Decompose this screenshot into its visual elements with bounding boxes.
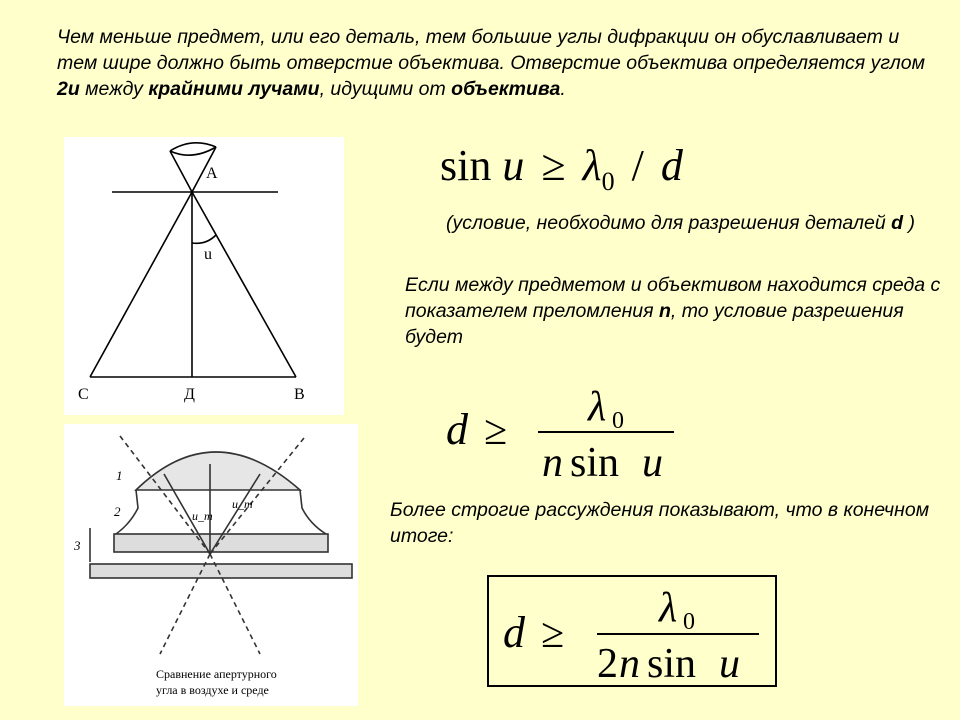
formula3-n: n bbox=[619, 641, 640, 685]
medium-text bbox=[405, 272, 945, 350]
formula3-two: 2 bbox=[597, 641, 618, 685]
caption-line-2: угла в воздухе и среде bbox=[156, 683, 269, 697]
intro-text-4: . bbox=[560, 78, 566, 100]
formula3-u: u bbox=[719, 641, 740, 685]
intro-text-2: между bbox=[79, 78, 149, 100]
label-um-2: u_m bbox=[232, 497, 253, 511]
formula1-d: d bbox=[660, 141, 683, 190]
formula3-ge: ≥ bbox=[541, 611, 565, 657]
label-um-1: u_m bbox=[192, 509, 213, 523]
medium-text-2: , то условие разрешения будет bbox=[405, 300, 904, 348]
formula2-n: n bbox=[542, 440, 563, 483]
formula-sin-u bbox=[440, 140, 683, 197]
extreme-ray-left bbox=[90, 192, 192, 377]
formula3-d: d bbox=[503, 608, 525, 657]
formula1-sub: 0 bbox=[601, 166, 615, 196]
angle-arc bbox=[192, 235, 216, 243]
condition-bold-d: d bbox=[891, 212, 904, 234]
intro-bold-extreme-rays: крайними лучами bbox=[148, 78, 320, 100]
lens-ray-left bbox=[170, 151, 192, 192]
slide-glass bbox=[90, 564, 352, 578]
caption-line-1: Сравнение апертурного bbox=[156, 667, 277, 681]
label-b: B bbox=[294, 386, 305, 403]
formula2-sub: 0 bbox=[612, 408, 624, 434]
formula1-slash: / bbox=[631, 141, 644, 190]
intro-paragraph bbox=[57, 24, 937, 102]
label-3: 3 bbox=[74, 538, 81, 553]
condition-end: ) bbox=[903, 212, 915, 234]
formula3-svg bbox=[489, 577, 775, 685]
formula2-lambda: λ bbox=[588, 384, 607, 430]
formula-d-fraction bbox=[440, 378, 700, 483]
formula2-ge: ≥ bbox=[484, 408, 508, 454]
immersion-diagram bbox=[64, 424, 358, 706]
label-c: C bbox=[78, 386, 89, 403]
aperture-diagram bbox=[64, 137, 344, 415]
formula3-sub: 0 bbox=[683, 609, 695, 635]
intro-text-3: , идущими от bbox=[319, 78, 452, 100]
formula1-ge: ≥ bbox=[541, 141, 566, 190]
condition-text bbox=[446, 210, 916, 236]
intro-bold-objective: объектива bbox=[451, 78, 561, 100]
aperture-diagram-svg bbox=[64, 137, 344, 415]
medium-text-1: Если между предметом и объективом находится среда с показателем преломления bbox=[405, 274, 941, 322]
intro-bold-2u: 2u bbox=[57, 78, 80, 100]
formula3-lambda: λ bbox=[659, 585, 678, 631]
extreme-ray-right bbox=[192, 192, 296, 377]
front-lens bbox=[136, 452, 300, 490]
immersion-diagram-svg bbox=[64, 424, 358, 706]
formula1-lambda: λ bbox=[582, 141, 602, 190]
label-u: u bbox=[204, 246, 212, 263]
medium-bold-n: n bbox=[658, 300, 671, 322]
lens-bottom-arc bbox=[170, 147, 216, 155]
formula1-u: u bbox=[502, 141, 525, 190]
immersion-right bbox=[300, 490, 326, 534]
formula3-sin: sin bbox=[647, 641, 697, 685]
label-2: 2 bbox=[114, 504, 121, 519]
label-1: 1 bbox=[116, 468, 123, 483]
strict-text: Более строгие рассуждения показывают, что в конечном итоге: bbox=[390, 499, 930, 547]
formula1-sin: sin bbox=[440, 141, 492, 190]
formula-boxed bbox=[487, 575, 777, 687]
formula2-sin: sin bbox=[570, 440, 620, 483]
formula2-d: d bbox=[446, 405, 468, 454]
label-a: A bbox=[206, 165, 218, 182]
condition-main: (условие, необходимо для разрешения деталей bbox=[446, 212, 892, 234]
label-d: Д bbox=[184, 386, 195, 403]
formula2-u: u bbox=[642, 440, 663, 483]
intro-text-1: Чем меньше предмет, или его деталь, тем большие углы дифракции он обуславливает и тем шире должно быть отверстие объектива. Отверстие объектива определяется углом bbox=[57, 26, 925, 74]
